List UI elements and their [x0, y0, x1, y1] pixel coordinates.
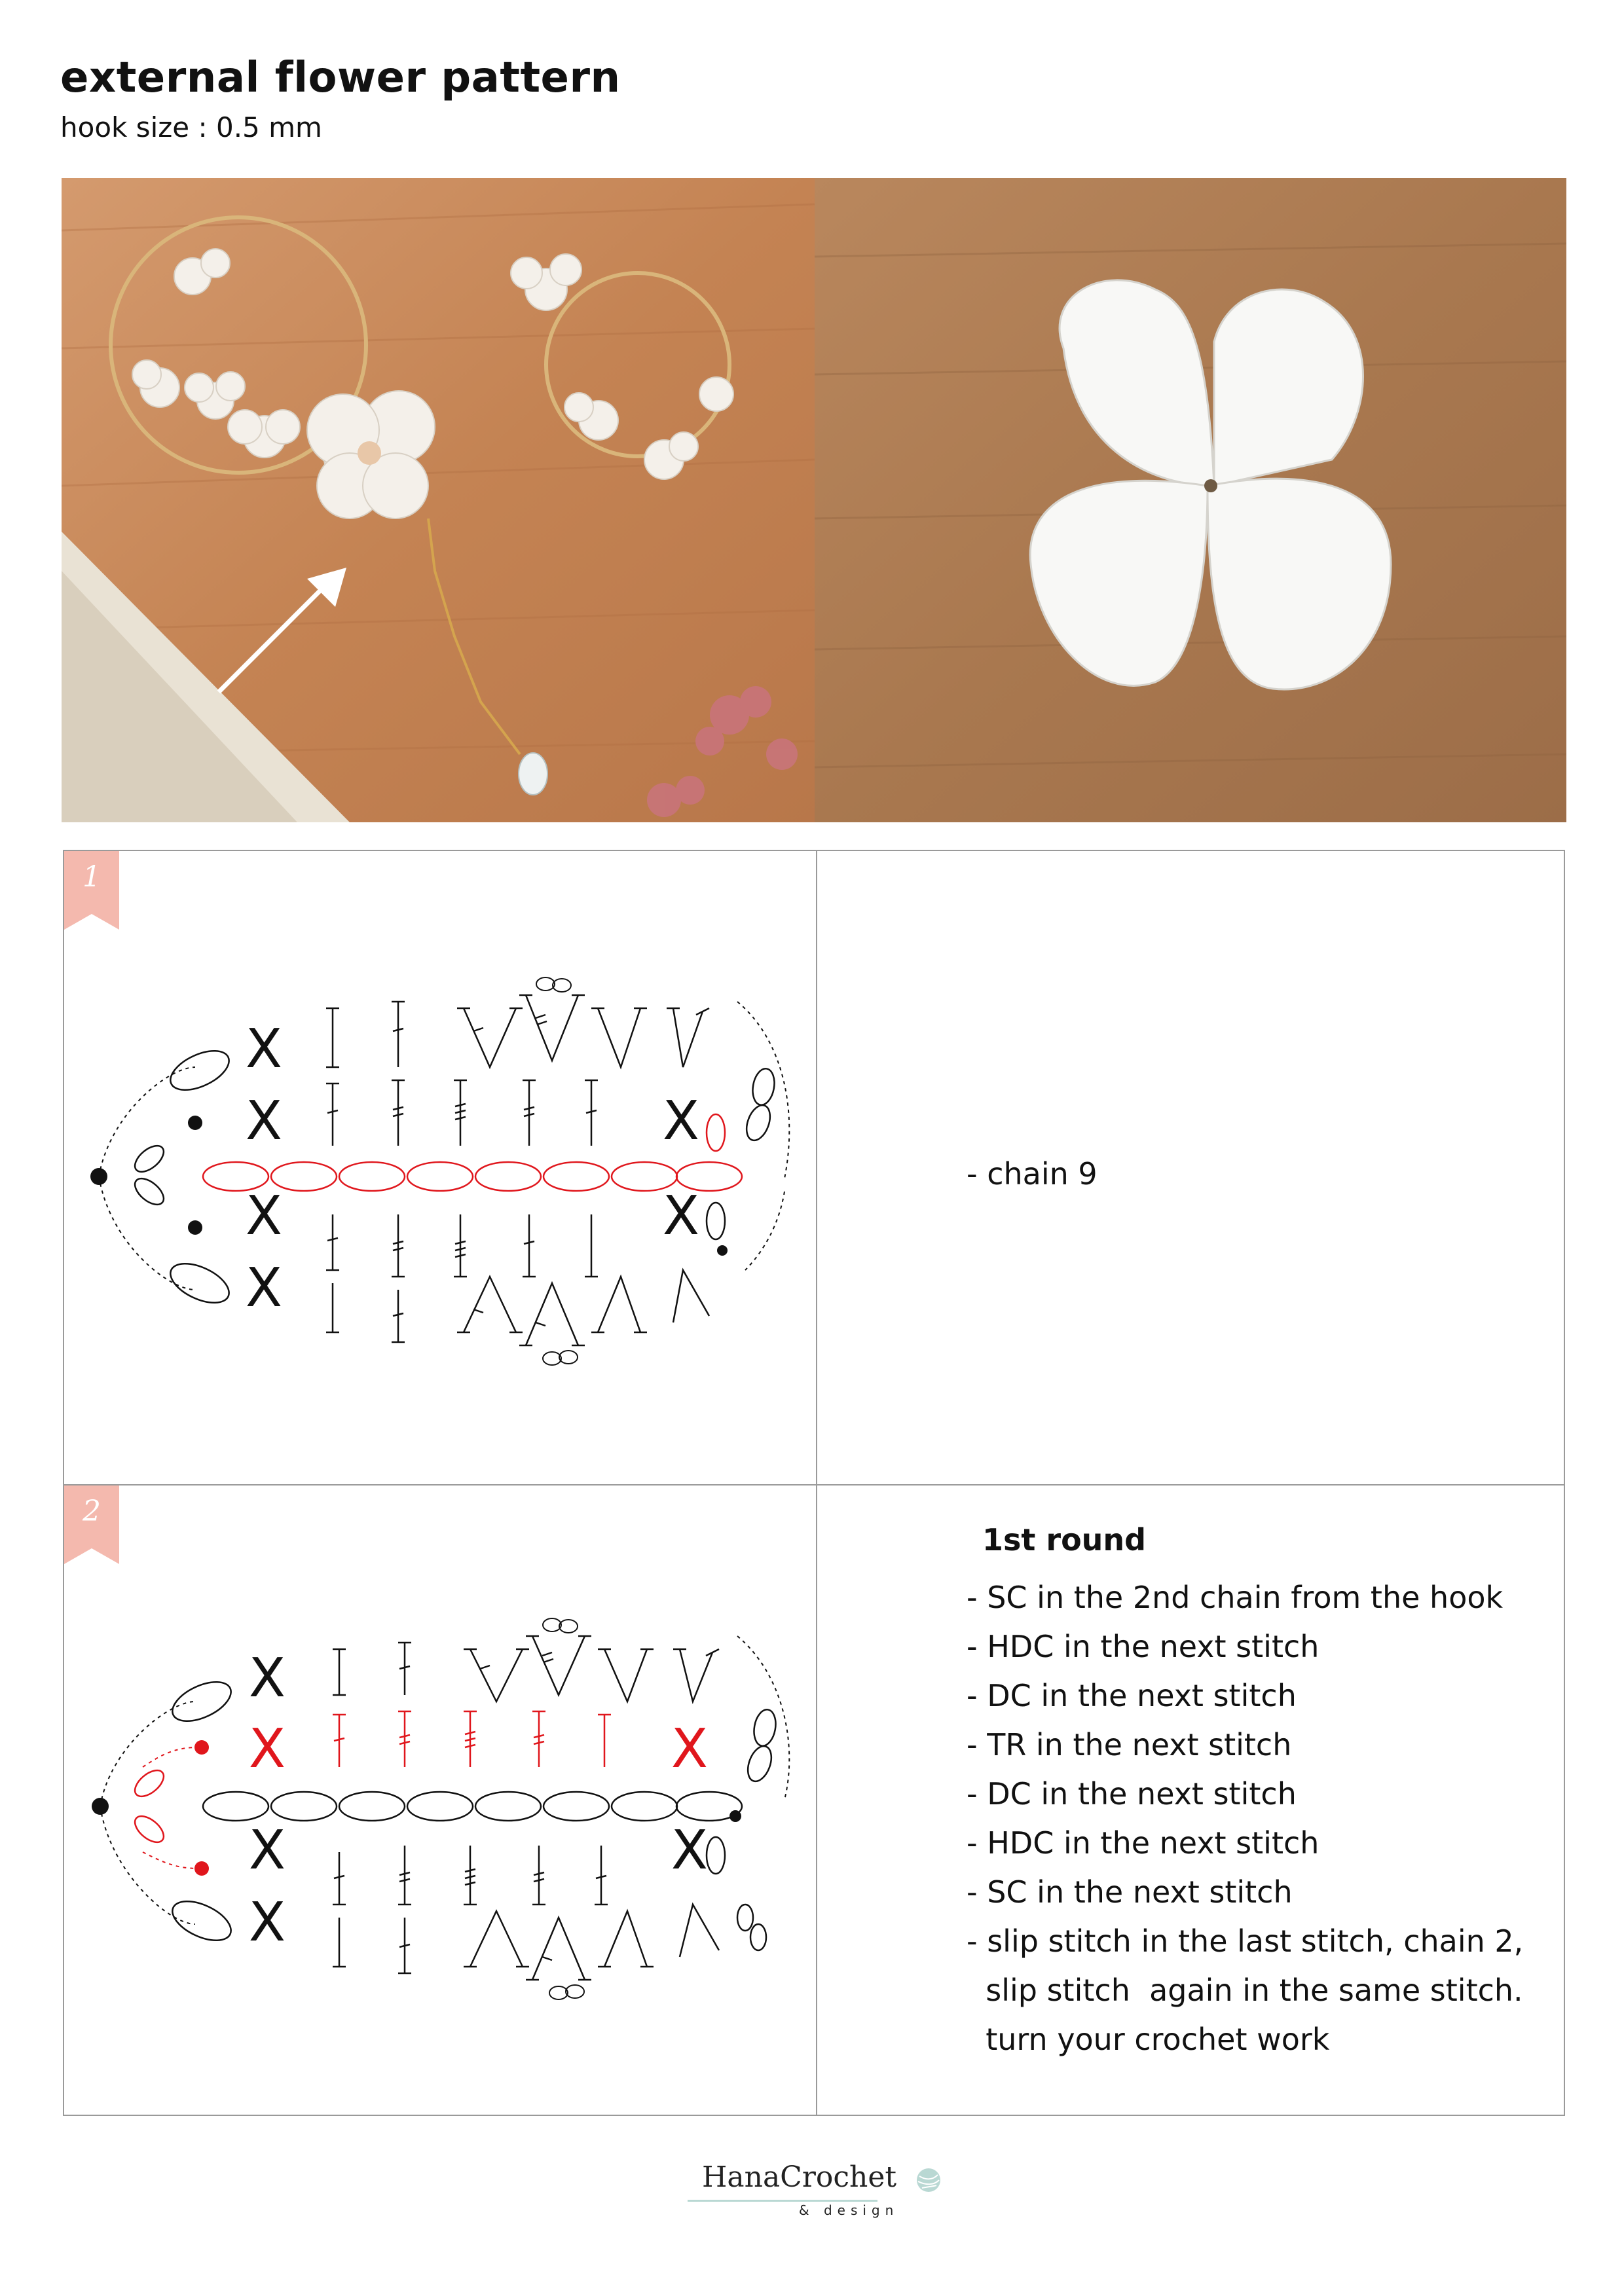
- step-1-diagram-cell: [64, 851, 816, 1484]
- step-2-crochet-chart: [64, 1485, 816, 2116]
- svg-text:X: X: [671, 1819, 709, 1882]
- instruction-line: - DC in the next stitch: [967, 1678, 1297, 1713]
- brand-footer: [688, 2160, 936, 2226]
- instruction-line: slip stitch again in the same stitch.: [967, 1973, 1523, 2008]
- instruction-line: turn your crochet work: [967, 2022, 1330, 2057]
- brand-tagline: & design: [799, 2202, 899, 2218]
- svg-text:X: X: [662, 1185, 700, 1247]
- instruction-line: - SC in the 2nd chain from the hook: [967, 1580, 1504, 1615]
- brand-underline: [688, 2200, 877, 2202]
- step-2-heading: 1st round: [982, 1522, 1147, 1558]
- svg-text:X: X: [671, 1718, 709, 1780]
- step-1-number: 1: [83, 860, 101, 894]
- svg-text:X: X: [245, 1185, 283, 1247]
- step-1-instructions: [817, 851, 1565, 1484]
- step-2-instructions: [817, 1485, 1565, 2116]
- step-2-number: 2: [83, 1495, 101, 1528]
- page-title: external flower pattern: [60, 54, 621, 102]
- flower-photo: [815, 178, 1566, 822]
- svg-text:X: X: [248, 1819, 286, 1882]
- instruction-line: - TR in the next stitch: [967, 1727, 1292, 1762]
- svg-text:X: X: [248, 1718, 286, 1780]
- hook-size: hook size : 0.5 mm: [60, 111, 322, 143]
- instruction-line: - HDC in the next stitch: [967, 1629, 1320, 1664]
- instruction-line: - HDC in the next stitch: [967, 1825, 1320, 1861]
- step-2-list: [967, 1573, 1523, 2064]
- instruction-line: - slip stitch in the last stitch, chain 2,: [967, 1923, 1524, 1959]
- step-2-diagram-cell: [64, 1485, 816, 2116]
- instruction-line: - DC in the next stitch: [967, 1776, 1297, 1812]
- earrings-photo: [62, 178, 815, 822]
- photo-strip: [62, 178, 1566, 822]
- svg-text:X: X: [245, 1018, 283, 1080]
- step-1-line: - chain 9: [967, 1156, 1098, 1192]
- instruction-line: - SC in the next stitch: [967, 1874, 1293, 1910]
- step-1-crochet-chart: [64, 851, 816, 1484]
- svg-text:X: X: [245, 1257, 283, 1319]
- svg-text:X: X: [248, 1891, 286, 1954]
- svg-text:X: X: [662, 1090, 700, 1152]
- pattern-grid: [63, 850, 1565, 2116]
- yarn-ball-icon: [915, 2167, 942, 2193]
- svg-text:X: X: [245, 1090, 283, 1152]
- brand-name: HanaCrochet: [702, 2160, 897, 2194]
- svg-text:X: X: [248, 1647, 286, 1709]
